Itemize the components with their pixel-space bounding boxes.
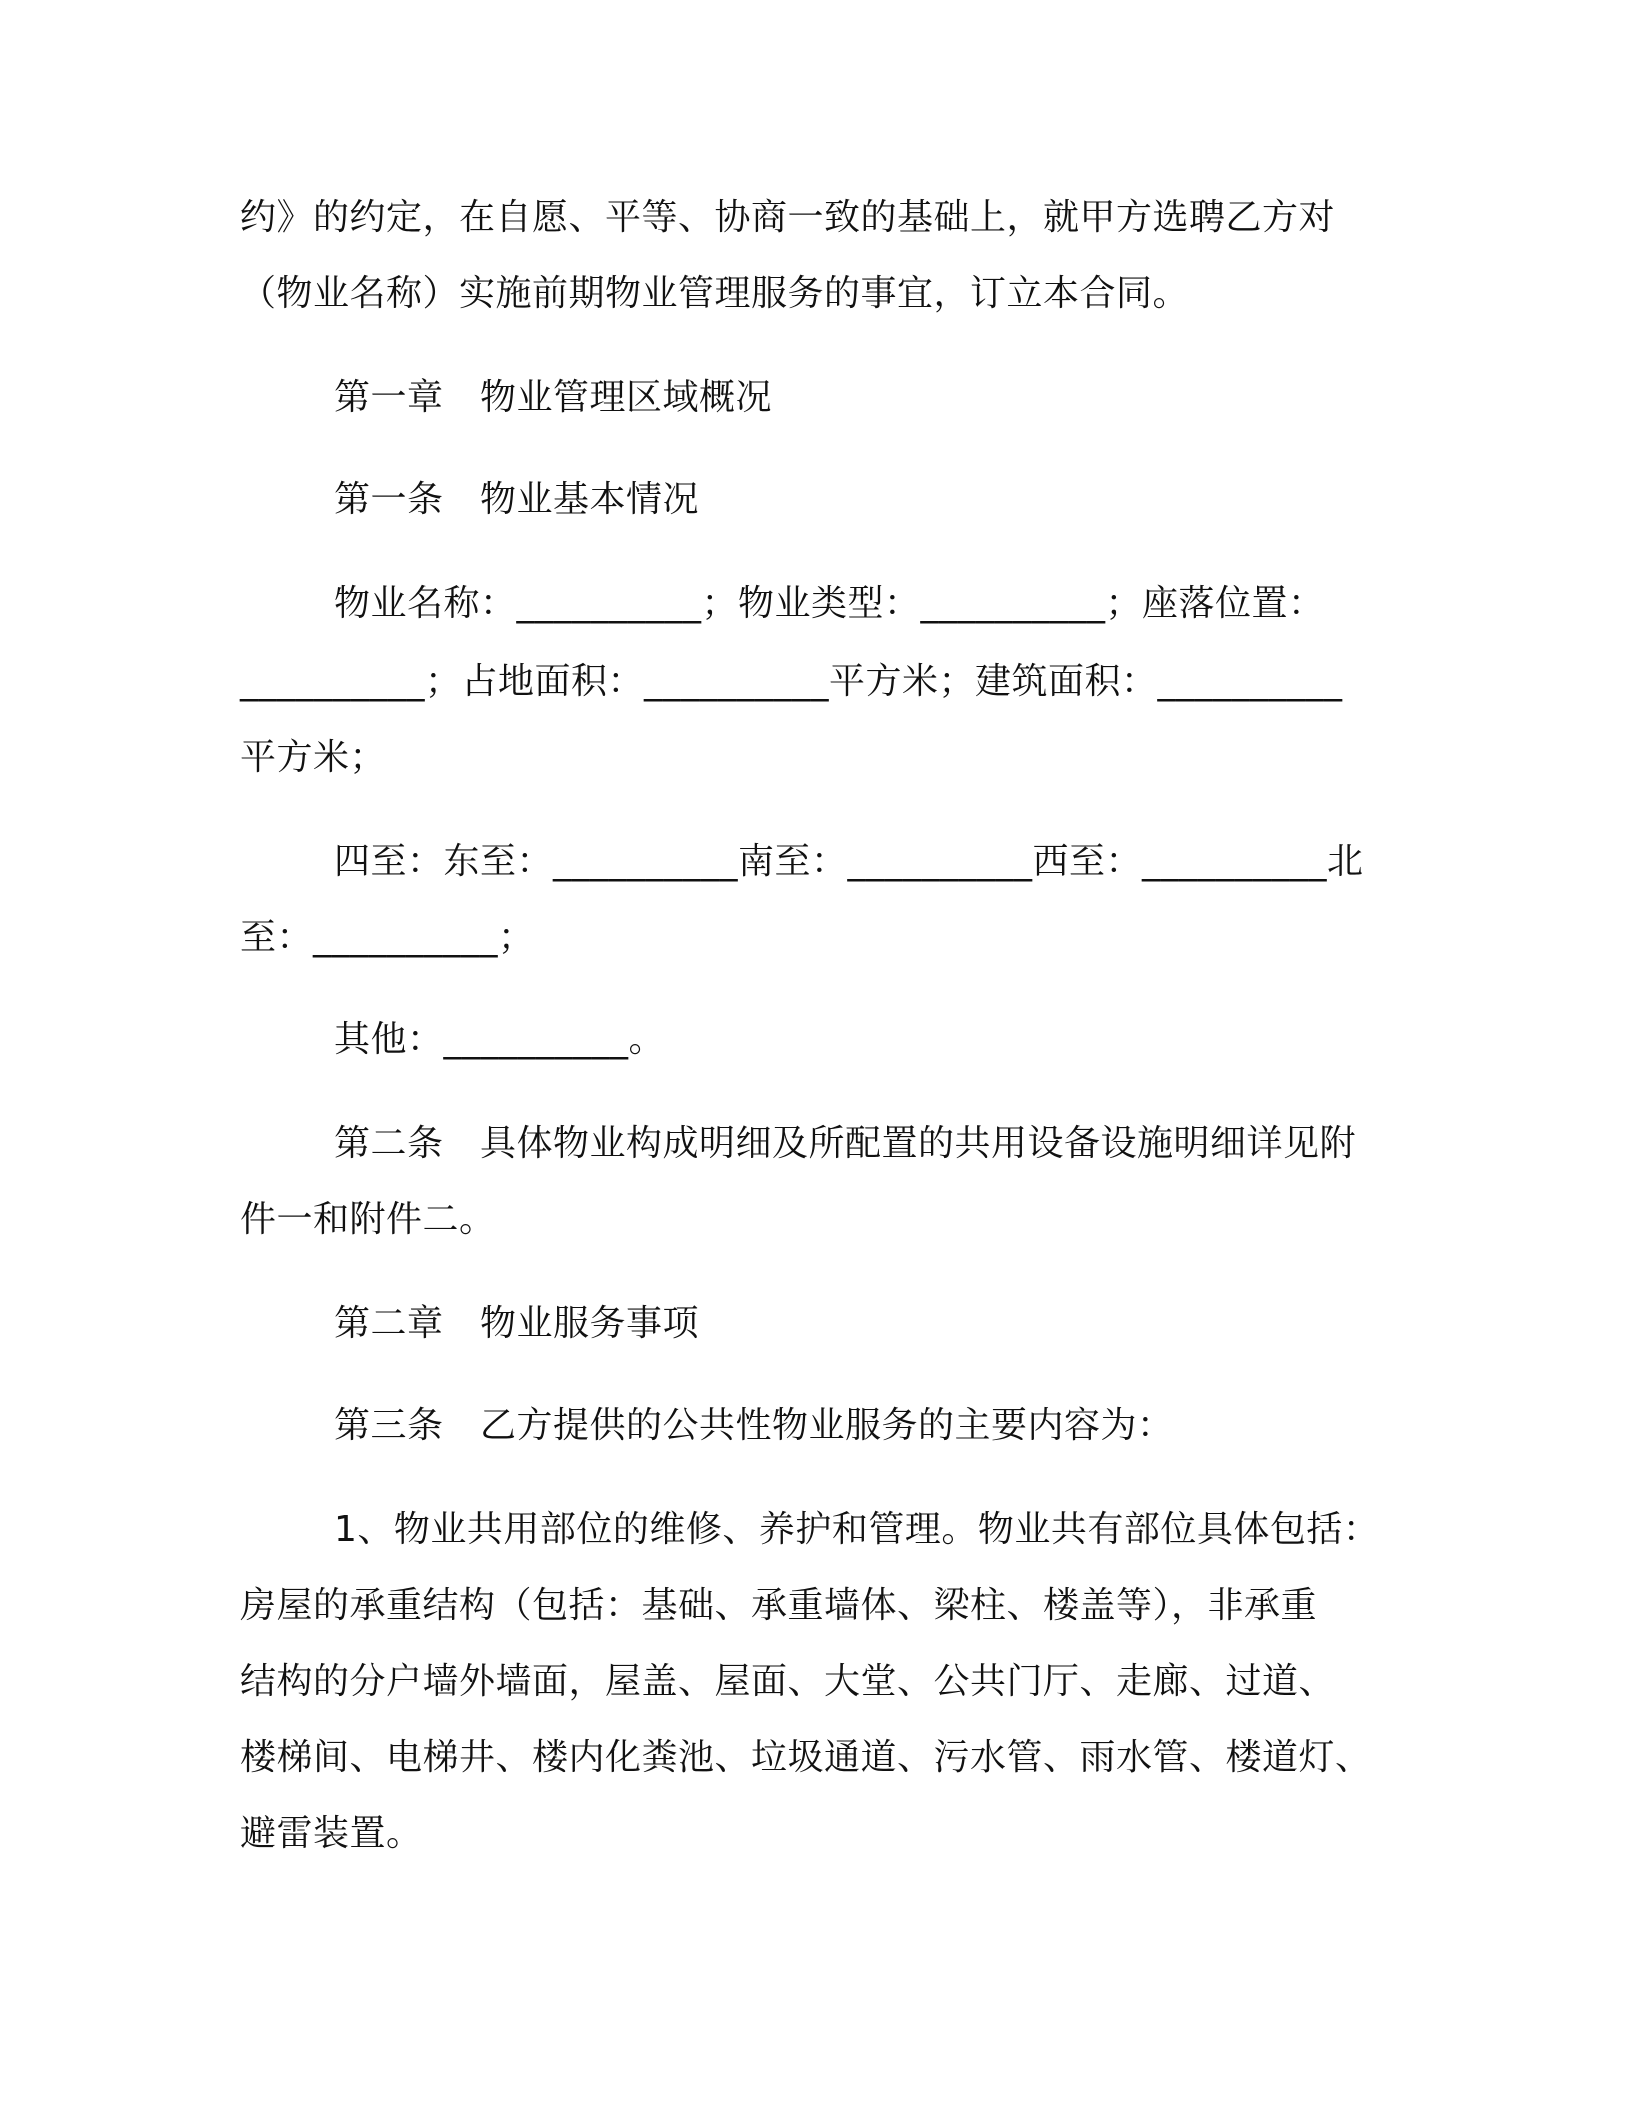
text-line: 件一和附件二。 xyxy=(240,1199,496,1240)
chapter-heading: 第二章 物业服务事项 xyxy=(334,1303,700,1344)
text-line: 平方米； xyxy=(240,737,387,778)
text-line: __________；占地面积：__________平方米；建筑面积：__________ xyxy=(240,661,1343,702)
article-heading: 第一条 物业基本情况 xyxy=(334,479,700,520)
text-line: 四至：东至：__________南至：__________西至：__________北 xyxy=(334,841,1364,882)
chapter-heading: 第一章 物业管理区域概况 xyxy=(334,377,773,418)
text-line: （物业名称）实施前期物业管理服务的事宜，订立本合同。 xyxy=(240,273,1190,314)
article-heading: 第三条 乙方提供的公共性物业服务的主要内容为： xyxy=(334,1405,1174,1446)
text-line: 房屋的承重结构（包括：基础、承重墙体、梁柱、楼盖等），非承重 xyxy=(240,1585,1318,1626)
text-line: 物业名称：__________；物业类型：__________；座落位置： xyxy=(334,583,1325,624)
text-line: 楼梯间、电梯井、楼内化粪池、垃圾通道、污水管、雨水管、楼道灯、 xyxy=(240,1737,1372,1778)
text-line: 至：__________； xyxy=(240,917,535,958)
text-line: 约》的约定，在自愿、平等、协商一致的基础上，就甲方选聘乙方对 xyxy=(240,197,1336,238)
text-line: 结构的分户墙外墙面，屋盖、屋面、大堂、公共门厅、走廊、过道、 xyxy=(240,1661,1336,1702)
article-text: 第二条 具体物业构成明细及所配置的共用设备设施明细详见附 xyxy=(334,1123,1357,1164)
text-line: 1、物业共用部位的维修、养护和管理。物业共有部位具体包括： xyxy=(334,1509,1380,1550)
text-line: 其他：__________。 xyxy=(334,1019,666,1060)
text-line: 避雷装置。 xyxy=(240,1813,423,1854)
